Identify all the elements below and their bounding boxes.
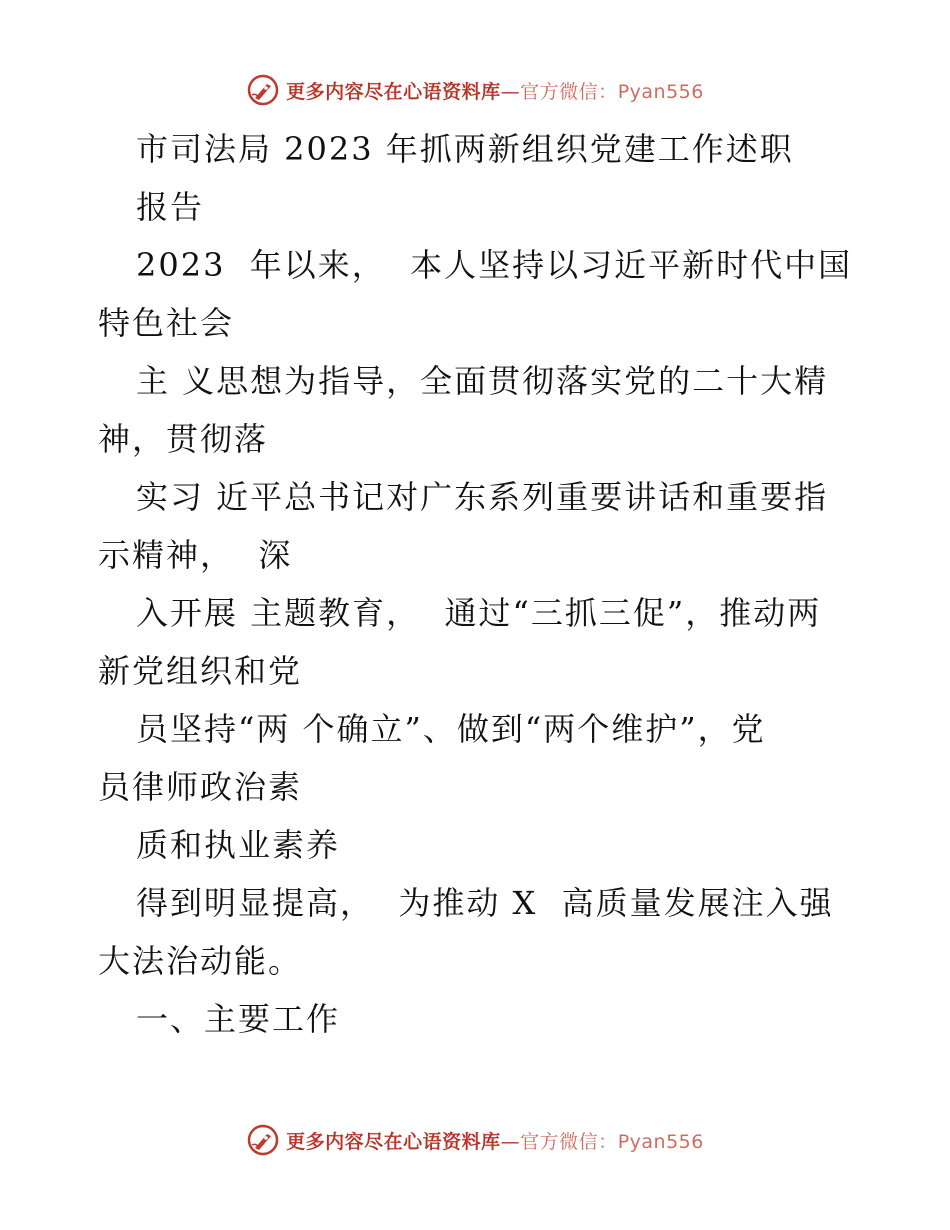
watermark-site-text: 更多内容尽在心语资料库 (286, 1130, 501, 1153)
watermark-banner-bottom (0, 1120, 950, 1160)
paragraph-line: 大法治动能。 (98, 942, 303, 980)
section-heading: 一、主要工作 (136, 1000, 341, 1038)
pen-nib-logo-icon (246, 73, 280, 107)
paragraph-line: 新党组织和党 (98, 652, 303, 690)
watermark-separator: — (500, 80, 521, 103)
watermark-text (286, 1127, 704, 1154)
paragraph-line: 主 义思想为指导，全面贯彻落实党的二十大精 (136, 362, 829, 400)
paragraph-line: 员坚持“两 个确立”、做到“两个维护”，党 (136, 710, 766, 748)
paragraph-line: 质和执业素养 (136, 826, 341, 864)
watermark-site-text: 更多内容尽在心语资料库 (286, 80, 501, 103)
document-title-line-1: 市司法局 2023 年抓两新组织党建工作述职 (136, 130, 794, 168)
document-body (98, 120, 858, 1048)
paragraph-line: 示精神， 深 (98, 536, 293, 574)
document-title-line-2: 报告 (136, 188, 205, 226)
watermark-contact-id: Pyan556 (617, 80, 704, 103)
watermark-contact-label: 官方微信： (520, 1130, 618, 1153)
paragraph-line: 实习 近平总书记对广东系列重要讲话和重要指 (136, 478, 829, 516)
paragraph-line: 神，贯彻落 (98, 420, 269, 458)
paragraph-line: 入开展 主题教育， 通过“三抓三促”，推动两 (136, 594, 822, 632)
paragraph-line: 得到明显提高， 为推动 X 高质量发展注入强 (136, 884, 834, 922)
paragraph-line: 特色社会 (98, 304, 235, 342)
watermark-text (286, 77, 704, 104)
paragraph-line: 2023 年以来， 本人坚持以习近平新时代中国 (136, 246, 853, 284)
watermark-banner-top (0, 70, 950, 110)
watermark-contact-label: 官方微信： (520, 80, 618, 103)
watermark-separator: — (500, 1130, 521, 1153)
pen-nib-logo-icon (246, 1123, 280, 1157)
watermark-contact-id: Pyan556 (617, 1130, 704, 1153)
paragraph-line: 员律师政治素 (98, 768, 303, 806)
